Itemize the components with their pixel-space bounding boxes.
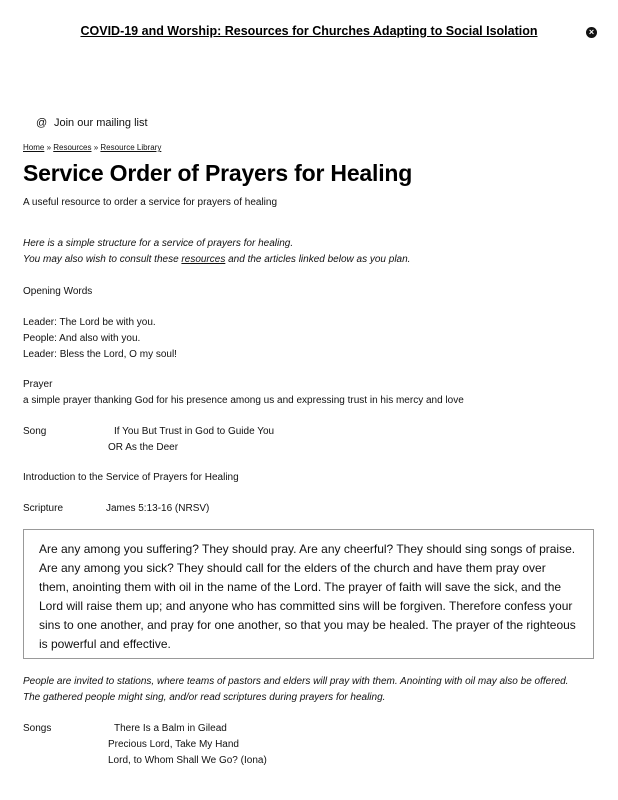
intro-line-1: Here is a simple structure for a service of prayers for healing.	[23, 238, 294, 249]
breadcrumb-separator: »	[91, 143, 101, 152]
prayer-heading: Prayer	[23, 379, 53, 390]
prayer-section	[23, 377, 464, 409]
breadcrumb-separator: »	[44, 143, 54, 152]
page-subtitle: A useful resource to order a service for prayers of healing	[23, 197, 278, 208]
intro-line-2-post: and the articles linked below as you plan.	[225, 254, 411, 265]
breadcrumb	[23, 143, 161, 152]
introduction-heading: Introduction to the Service of Prayers for Healing	[23, 472, 239, 483]
scripture-line	[23, 501, 209, 517]
songs-label: Songs	[23, 723, 52, 734]
scripture-label: Scripture	[23, 503, 64, 514]
resources-link[interactable]: resources	[181, 254, 226, 265]
songs-item: Precious Lord, Take My Hand	[108, 739, 239, 750]
call-and-response	[23, 315, 177, 363]
intro-text	[23, 236, 410, 268]
breadcrumb-resources[interactable]: Resources	[53, 143, 92, 152]
page-title: Service Order of Prayers for Healing	[23, 160, 413, 186]
song-alternative: OR As the Deer	[108, 442, 179, 453]
song-section	[23, 424, 274, 456]
banner-link[interactable]: COVID-19 and Worship: Resources for Churches Adapting to Social Isolation	[80, 24, 538, 38]
songs-item: Lord, to Whom Shall We Go? (Iona)	[108, 755, 267, 766]
scripture-quote: Are any among you suffering? They should pray. Are any cheerful? They should sing songs of praise. Are any among you sick? They should call for the elders of the church and have them pray over them, anointing them with oil in the name of the Lord. The prayer of faith will save the sick, and the Lord will raise them up; and anyone who has committed sins will be forgiven. Therefore confess your sins to one another, and pray for one another, so that you may be healed. The prayer of the righteous is powerful and effective.	[23, 529, 594, 659]
intro-line-2-pre: You may also wish to consult these	[23, 254, 182, 265]
at-icon: @	[36, 117, 48, 129]
song-title: If You But Trust in God to Guide You	[114, 426, 275, 437]
close-icon[interactable]: ×	[586, 27, 597, 38]
songs-item: There Is a Balm in Gilead	[114, 723, 227, 734]
prayer-text: a simple prayer thanking God for his presence among us and expressing trust in his mercy and love	[23, 395, 464, 406]
breadcrumb-library[interactable]: Resource Library	[100, 143, 162, 152]
stations-text: People are invited to stations, where teams of pastors and elders will pray with them. Anointing with oil may also be offered. The gathered people might sing, and/or read scriptures during prayers for healing.	[23, 676, 569, 703]
song-label: Song	[23, 426, 47, 437]
dialogue-line: Leader: Bless the Lord, O my soul!	[23, 349, 177, 360]
dialogue-line: Leader: The Lord be with you.	[23, 317, 156, 328]
mailing-list-link[interactable]	[36, 117, 148, 129]
dialogue-line: People: And also with you.	[23, 333, 141, 344]
intro-line-2	[23, 252, 410, 268]
opening-words-heading: Opening Words	[23, 286, 93, 297]
breadcrumb-home[interactable]: Home	[23, 143, 45, 152]
mailing-list-label: Join our mailing list	[54, 117, 148, 129]
announcement-banner	[0, 24, 618, 38]
scripture-reference: James 5:13-16 (NRSV)	[106, 503, 210, 514]
songs-section	[23, 721, 267, 769]
